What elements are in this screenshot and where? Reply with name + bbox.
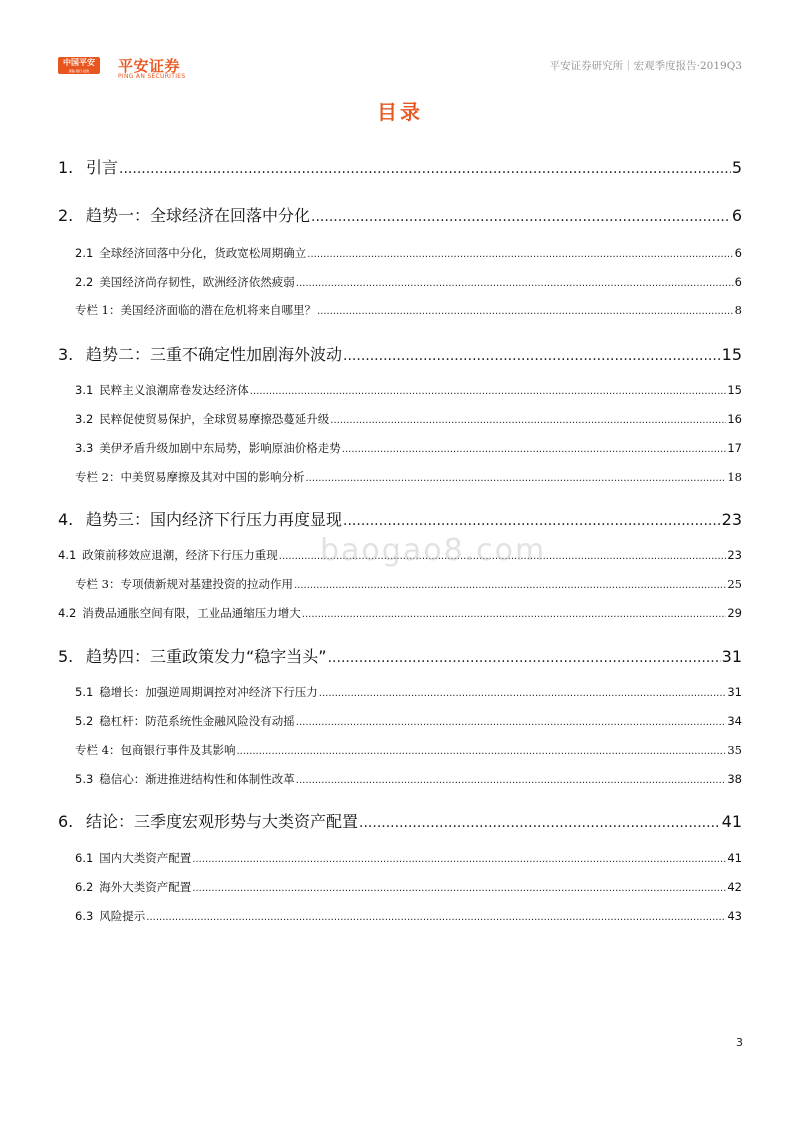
logo-box-text: 中国平安 <box>63 58 95 67</box>
toc-entry-5[interactable] <box>58 644 742 666</box>
toc-entry-3-3[interactable] <box>75 440 742 456</box>
toc-page: 35 <box>727 743 742 757</box>
page-number: 3 <box>736 1036 743 1049</box>
toc-leader <box>302 609 727 620</box>
toc-leader <box>146 912 726 923</box>
toc-number: 2.2 <box>75 275 94 289</box>
toc-label: 消费品通胀空间有限，工业品通缩压力增大 <box>82 606 301 620</box>
toc-page: 38 <box>727 772 742 786</box>
toc-number: 3.2 <box>75 412 94 426</box>
toc-leader <box>296 278 734 289</box>
toc-entry-3-1[interactable] <box>75 382 742 398</box>
toc-entry-box-3[interactable] <box>75 576 742 592</box>
toc-number: 6. <box>58 812 74 831</box>
toc-number: 6.3 <box>75 909 94 923</box>
toc-leader <box>305 473 726 484</box>
toc-leader <box>236 746 726 757</box>
toc-leader <box>343 348 721 364</box>
toc-entry-box-1[interactable] <box>75 302 742 318</box>
toc-label: 结论：三季度宏观形势与大类资产配置 <box>86 812 359 831</box>
toc-entry-5-2[interactable] <box>75 713 742 729</box>
toc-label: 稳杠杆：防范系统性金融风险没有动摇 <box>99 714 295 728</box>
toc-page: 23 <box>727 548 742 562</box>
toc-entry-3-2[interactable] <box>75 411 742 427</box>
toc-label: 民粹主义浪潮席卷发达经济体 <box>99 383 249 397</box>
toc-leader <box>330 415 726 426</box>
toc-leader <box>343 513 721 529</box>
toc-label: 趋势四：三重政策发力“稳字当头” <box>86 647 327 666</box>
toc-number: 3.1 <box>75 383 94 397</box>
toc-entry-6-2[interactable] <box>75 879 742 895</box>
toc-page: 29 <box>727 606 742 620</box>
toc-leader <box>311 209 731 225</box>
toc-number: 5.2 <box>75 714 94 728</box>
toc-page: 15 <box>727 383 742 397</box>
toc-entry-2-2[interactable] <box>75 274 742 290</box>
toc-number: 5.3 <box>75 772 94 786</box>
toc-label: 风险提示 <box>99 909 146 923</box>
toc-page: 8 <box>734 303 742 317</box>
toc-leader <box>319 688 727 699</box>
toc-page: 18 <box>727 470 742 484</box>
toc-label: 专栏 3：专项债新规对基建投资的拉动作用 <box>75 577 293 591</box>
toc-entry-6-1[interactable] <box>75 850 742 866</box>
toc-number: 2. <box>58 206 74 225</box>
toc-entry-5-1[interactable] <box>75 684 742 700</box>
toc-page: 31 <box>721 647 742 666</box>
toc-page: 25 <box>727 577 742 591</box>
toc-page: 16 <box>727 412 742 426</box>
toc-number: 4.1 <box>58 548 77 562</box>
toc-entry-4[interactable] <box>58 507 742 529</box>
toc-entry-6[interactable] <box>58 809 742 831</box>
toc-label: 稳增长：加强逆周期调控对冲经济下行压力 <box>99 685 318 699</box>
toc-entry-4-2[interactable] <box>58 605 742 621</box>
toc-entry-1[interactable] <box>58 155 742 177</box>
toc-entry-3[interactable] <box>58 342 742 364</box>
toc-entry-2[interactable] <box>58 203 742 225</box>
toc-label: 美伊矛盾升级加剧中东局势，影响原油价格走势 <box>99 441 341 455</box>
toc-page: 34 <box>727 714 742 728</box>
logo-name: 平安证券 <box>118 57 181 75</box>
toc-page: 6 <box>734 275 742 289</box>
toc-leader <box>119 161 731 177</box>
toc-number: 4. <box>58 510 74 529</box>
toc-label: 趋势二：三重不确定性加剧海外波动 <box>86 345 343 364</box>
toc-label: 稳信心：渐进推进结构性和体制性改革 <box>99 772 295 786</box>
toc-page: 17 <box>727 441 742 455</box>
logo-english: PING AN SECURITIES <box>118 73 186 80</box>
toc-number: 5. <box>58 647 74 666</box>
toc-page: 41 <box>727 851 742 865</box>
toc-leader <box>359 815 721 831</box>
watermark: baogao8.com <box>320 533 547 568</box>
toc-entry-5-3[interactable] <box>75 771 742 787</box>
toc-leader <box>307 249 733 260</box>
toc-entry-box-4[interactable] <box>75 742 742 758</box>
toc-page: 6 <box>731 206 742 225</box>
toc-label: 国内大类资产配置 <box>99 851 192 865</box>
toc-leader <box>296 717 727 728</box>
toc-page: 5 <box>731 158 742 177</box>
toc-label: 专栏 2：中美贸易摩擦及其对中国的影响分析 <box>75 470 305 484</box>
toc-page: 41 <box>721 812 742 831</box>
toc-leader <box>294 580 726 591</box>
toc-leader <box>296 775 727 786</box>
toc-entry-box-2[interactable] <box>75 469 742 485</box>
toc-label: 趋势三：国内经济下行压力再度显现 <box>86 510 343 529</box>
page-header <box>58 56 742 80</box>
toc-page: 6 <box>734 246 742 260</box>
toc-page: 15 <box>721 345 742 364</box>
page-title: 目录 <box>377 100 423 124</box>
toc-leader <box>250 386 727 397</box>
toc-label: 专栏 4：包商银行事件及其影响 <box>75 743 236 757</box>
toc-number: 2.1 <box>75 246 94 260</box>
toc-leader <box>317 306 734 317</box>
toc-number: 5.1 <box>75 685 94 699</box>
toc-entry-6-3[interactable] <box>75 908 742 924</box>
toc-page: 31 <box>727 685 742 699</box>
toc-label: 引言 <box>86 158 119 177</box>
toc-label: 趋势一：全球经济在回落中分化 <box>86 206 311 225</box>
logo-box-subtext: 保险·银行·投资 <box>68 69 90 73</box>
toc-leader <box>342 444 727 455</box>
toc-label: 海外大类资产配置 <box>99 880 192 894</box>
toc-page: 23 <box>721 510 742 529</box>
pingan-logo-icon <box>58 57 100 74</box>
toc-leader <box>192 883 726 894</box>
toc-label: 美国经济尚存韧性，欧洲经济依然疲弱 <box>99 275 295 289</box>
toc-label: 政策前移效应退潮，经济下行压力重现 <box>82 548 278 562</box>
toc-leader <box>192 854 726 865</box>
toc-leader <box>328 650 721 666</box>
toc-number: 6.2 <box>75 880 94 894</box>
header-report-info: 平安证券研究所｜宏观季度报告·2019Q3 <box>549 60 742 72</box>
toc-page: 42 <box>727 880 742 894</box>
toc-number: 6.1 <box>75 851 94 865</box>
toc-label: 专栏 1：美国经济面临的潜在危机将来自哪里？ <box>75 303 316 317</box>
toc-number: 1. <box>58 158 74 177</box>
toc-entry-2-1[interactable] <box>75 245 742 261</box>
toc-label: 民粹促使贸易保护，全球贸易摩擦恐蔓延升级 <box>99 412 330 426</box>
toc-number: 3.3 <box>75 441 94 455</box>
toc-label: 全球经济回落中分化，货政宽松周期确立 <box>99 246 307 260</box>
toc-page: 43 <box>727 909 742 923</box>
toc-number: 3. <box>58 345 74 364</box>
toc-number: 4.2 <box>58 606 77 620</box>
